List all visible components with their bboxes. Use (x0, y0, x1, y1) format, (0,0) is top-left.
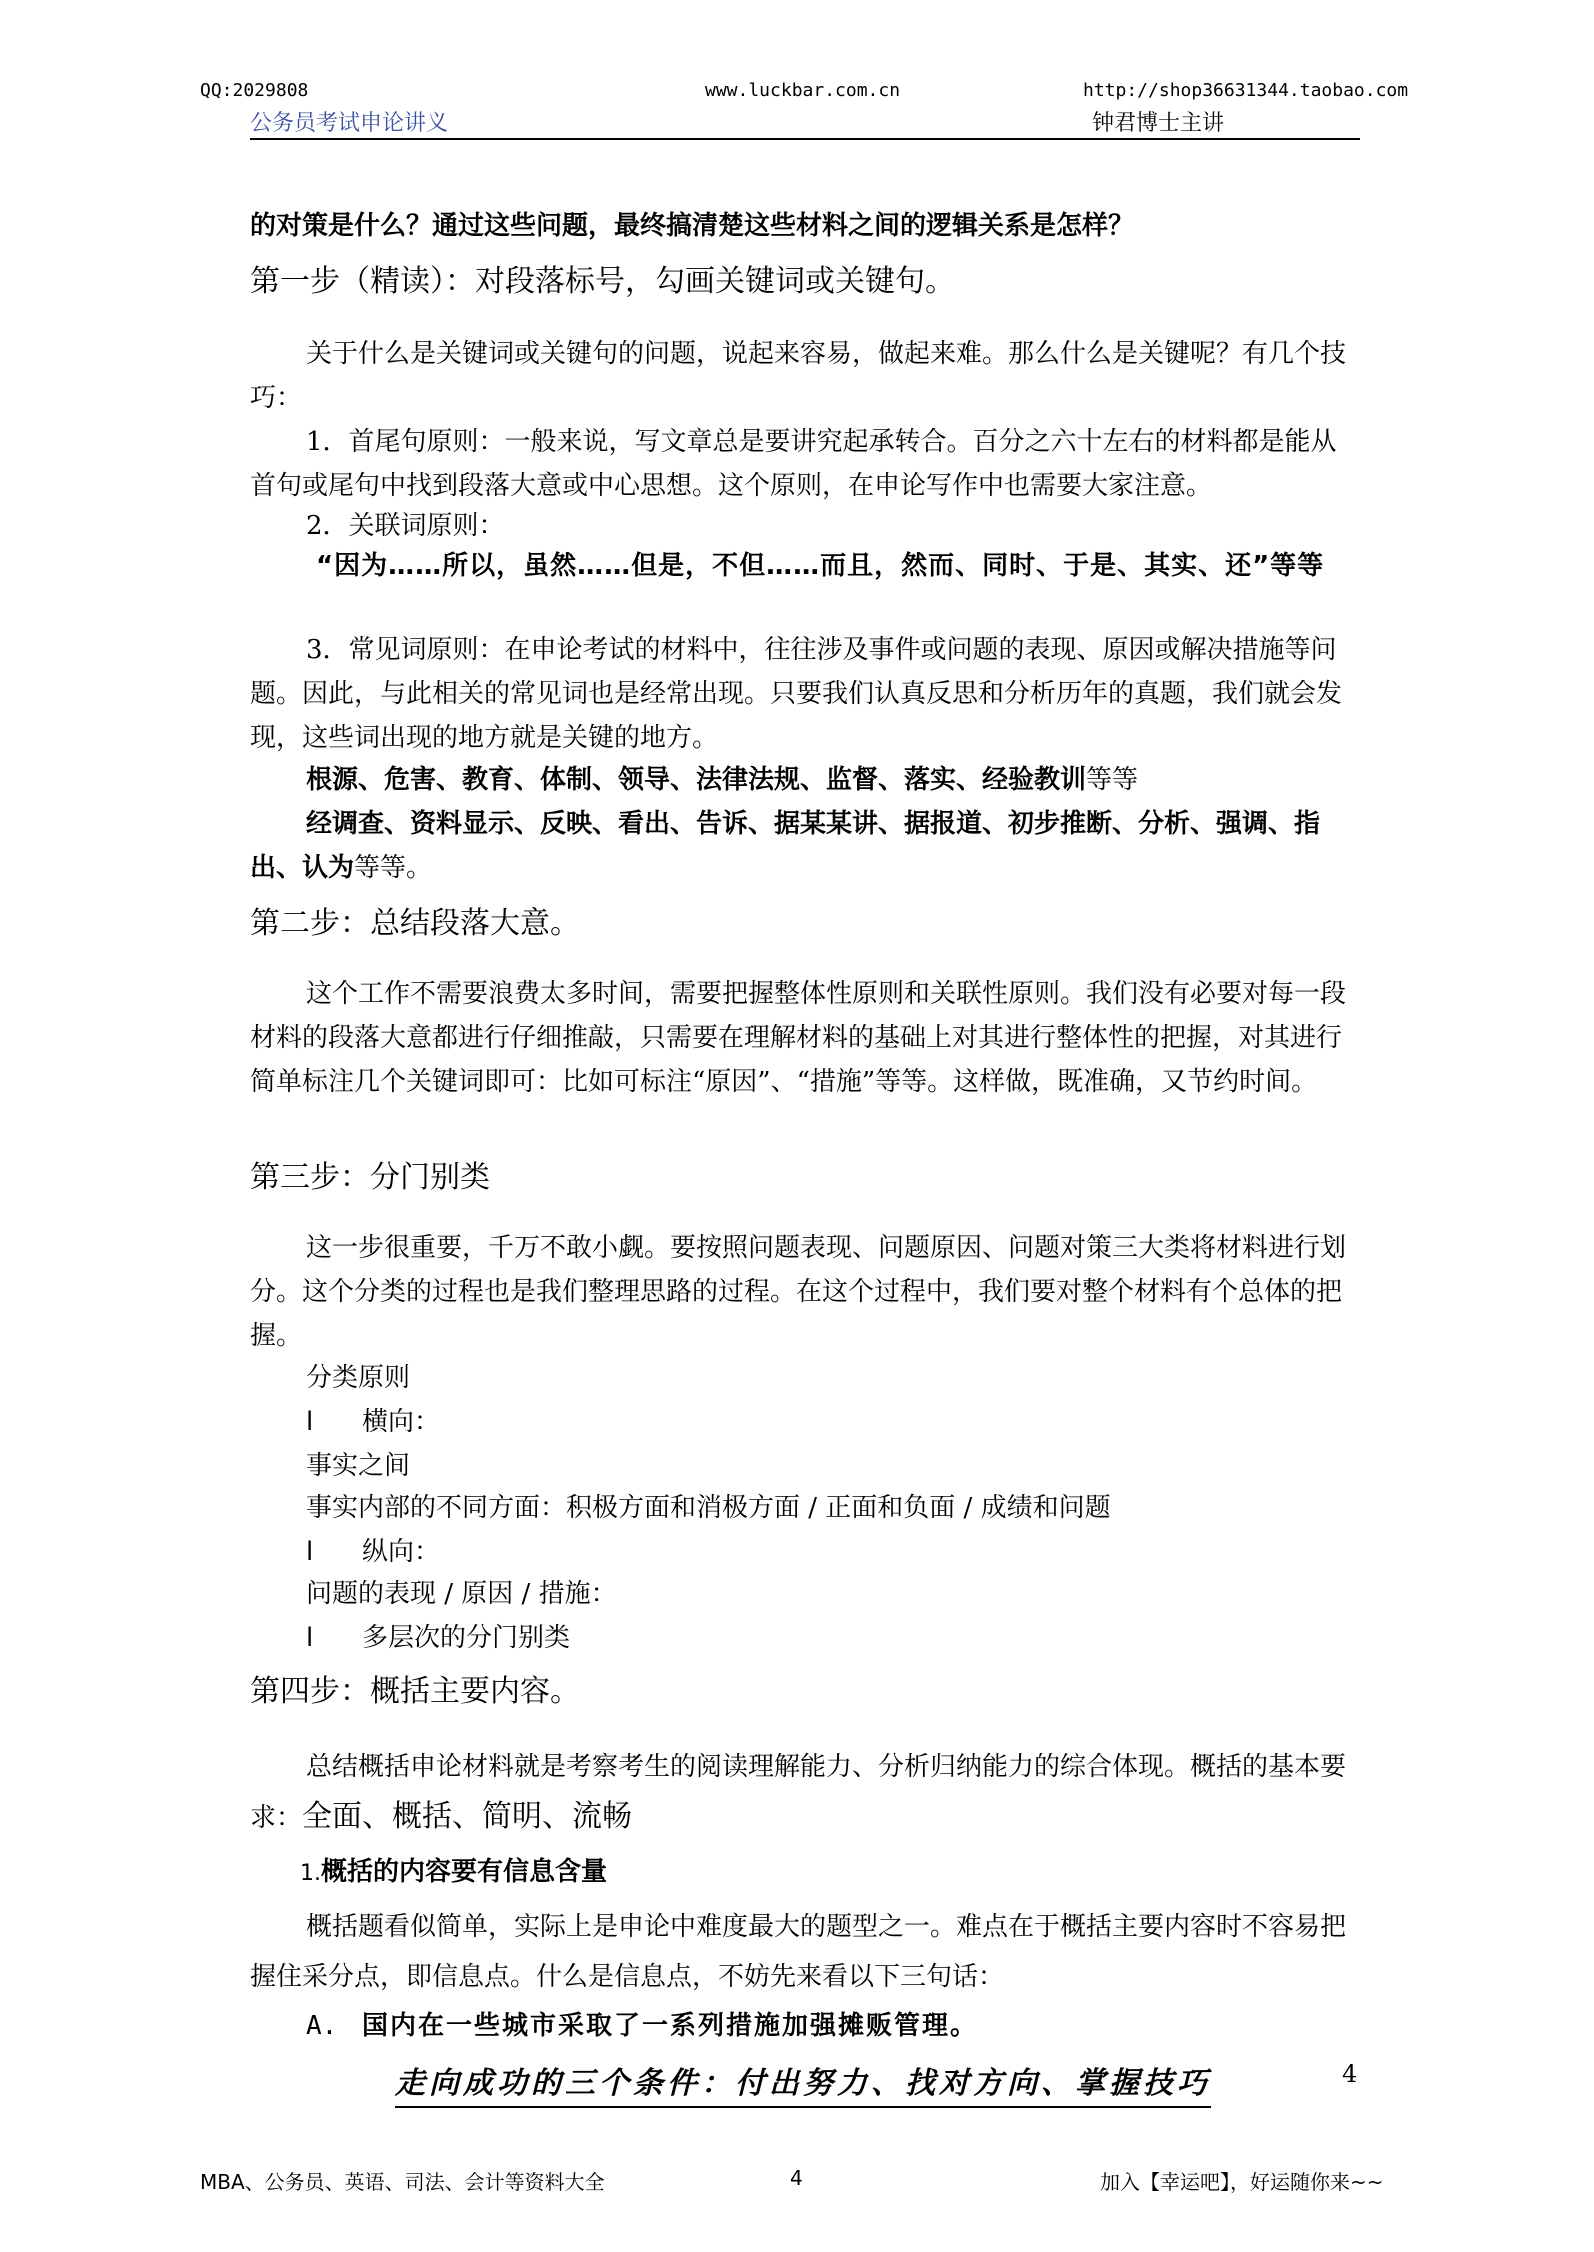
bottom-right-text: 加入【幸运吧】，好运随你来~~ (1100, 2170, 1384, 2194)
step4-example (250, 2004, 1360, 2048)
step3-multilevel (250, 1616, 1360, 1660)
step4-sub1 (250, 1850, 1360, 1896)
keywords-source: 经调查、资料显示、反映、看出、告诉、据某某讲、据报道、初步推断、分析、强调、指出、认为 (250, 809, 1321, 883)
multilevel-label: 多层次的分门别类 (362, 1623, 571, 1653)
step1-keywords-2 (250, 802, 1360, 890)
step4-paragraph-text: 总结概括申论材料就是考察考生的阅读理解能力、分析归纳能力的综合体现。概括的基本要求： (250, 1752, 1347, 1833)
step2-heading: 第二步：总结段落大意。 (250, 906, 580, 941)
step4-requirements: 全面、概括、简明、流畅 (302, 1799, 633, 1834)
step1-rule1: 1．首尾句原则：一般来说，写文章总是要讲究起承转合。百分之六十左右的材料都是能从首句或尾句中找到段落大意或中心思想。这个原则，在申论写作中也需要大家注意。 (250, 427, 1337, 501)
step1-paragraph: 关于什么是关键词或关键句的问题，说起来容易，做起来难。那么什么是关键呢？有几个技巧： (250, 339, 1347, 413)
step1-connectives: “因为……所以，虽然……但是，不但……而且，然而、同时、于是、其实、还”等等 (316, 551, 1325, 581)
keywords-suffix: 等等 (1086, 765, 1139, 795)
step1-keywords-1 (250, 758, 1360, 802)
header-shop-url: http://shop36631344.taobao.com (1083, 80, 1409, 101)
example-text: 国内在一些城市采取了一系列措施加强摊贩管理。 (362, 2011, 979, 2041)
keywords-suffix: 等等。 (354, 853, 433, 883)
sub1-title: 概括的内容要有信息含量 (321, 1857, 608, 1887)
header-lecturer: 钟君博士主讲 (1092, 111, 1225, 136)
step3-problem-dims: 问题的表现 / 原因 / 措施： (306, 1579, 617, 1609)
bullet-mark: l (306, 1407, 314, 1437)
step3-paragraph: 这一步很重要，千万不敢小觑。要按照问题表现、问题原因、问题对策三大类将材料进行划分。这个分类的过程也是我们整理思路的过程。在这个过程中，我们要对整个材料有个总体的把握。 (250, 1233, 1347, 1351)
step4-paragraph (250, 1742, 1360, 1843)
horizontal-label: 横向： (362, 1407, 441, 1437)
header-rule (250, 138, 1360, 140)
step3-within-facts: 事实内部的不同方面：积极方面和消极方面 / 正面和负面 / 成绩和问题 (306, 1493, 1111, 1523)
keywords-problem: 根源、危害、教育、体制、领导、法律法规、监督、落实、经验教训 (306, 765, 1087, 795)
header-qq: QQ:2029808 (200, 80, 309, 101)
bullet-mark: l (306, 1537, 314, 1567)
step4-heading: 第四步：概括主要内容。 (250, 1674, 580, 1709)
intro-line: 的对策是什么？通过这些问题，最终搞清楚这些材料之间的逻辑关系是怎样？ (250, 211, 1135, 241)
header-site: www.luckbar.com.cn (705, 80, 901, 101)
footer-page-number: 4 (1342, 2060, 1358, 2088)
step1-rule3: 3．常见词原则：在申论考试的材料中，往往涉及事件或问题的表现、原因或解决措施等问题。因此，与此相关的常见词也是经常出现。只要我们认真反思和分析历年的真题，我们就会发现，这些词出现的地方就是关键的地方。 (250, 635, 1343, 753)
step4-paragraph-2: 概括题看似简单，实际上是申论中难度最大的题型之一。难点在于概括主要内容时不容易把握住采分点，即信息点。什么是信息点，不妨先来看以下三句话： (250, 1912, 1347, 1992)
vertical-label: 纵向： (362, 1537, 441, 1567)
bottom-left-text: MBA、公务员、英语、司法、会计等资料大全 (200, 2170, 605, 2194)
example-label: A. (306, 2011, 338, 2041)
bullet-mark: l (306, 1623, 314, 1653)
step3-between-facts: 事实之间 (306, 1451, 411, 1481)
bottom-page-number: 4 (790, 2166, 803, 2190)
step1-rule2: 2．关联词原则： (306, 511, 505, 541)
header-course-title: 公务员考试申论讲义 (250, 111, 449, 136)
step3-category-title: 分类原则 (306, 1363, 411, 1393)
sub1-number: 1. (300, 1861, 321, 1886)
step1-heading: 第一步（精读）：对段落标号，勾画关键词或关键句。 (250, 264, 955, 299)
step3-heading: 第三步：分门别类 (250, 1160, 490, 1195)
footer-slogan: 走向成功的三个条件：付出努力、找对方向、掌握技巧 (395, 2058, 1211, 2108)
step3-horizontal (250, 1400, 1360, 1444)
step2-paragraph: 这个工作不需要浪费太多时间，需要把握整体性原则和关联性原则。我们没有必要对每一段材料的段落大意都进行仔细推敲，只需要在理解材料的基础上对其进行整体性的把握，对其进行简单标注几个关键词即可：比如可标注“原因”、“措施”等等。这样做，既准确，又节约时间。 (250, 979, 1347, 1097)
step3-vertical (250, 1530, 1360, 1574)
